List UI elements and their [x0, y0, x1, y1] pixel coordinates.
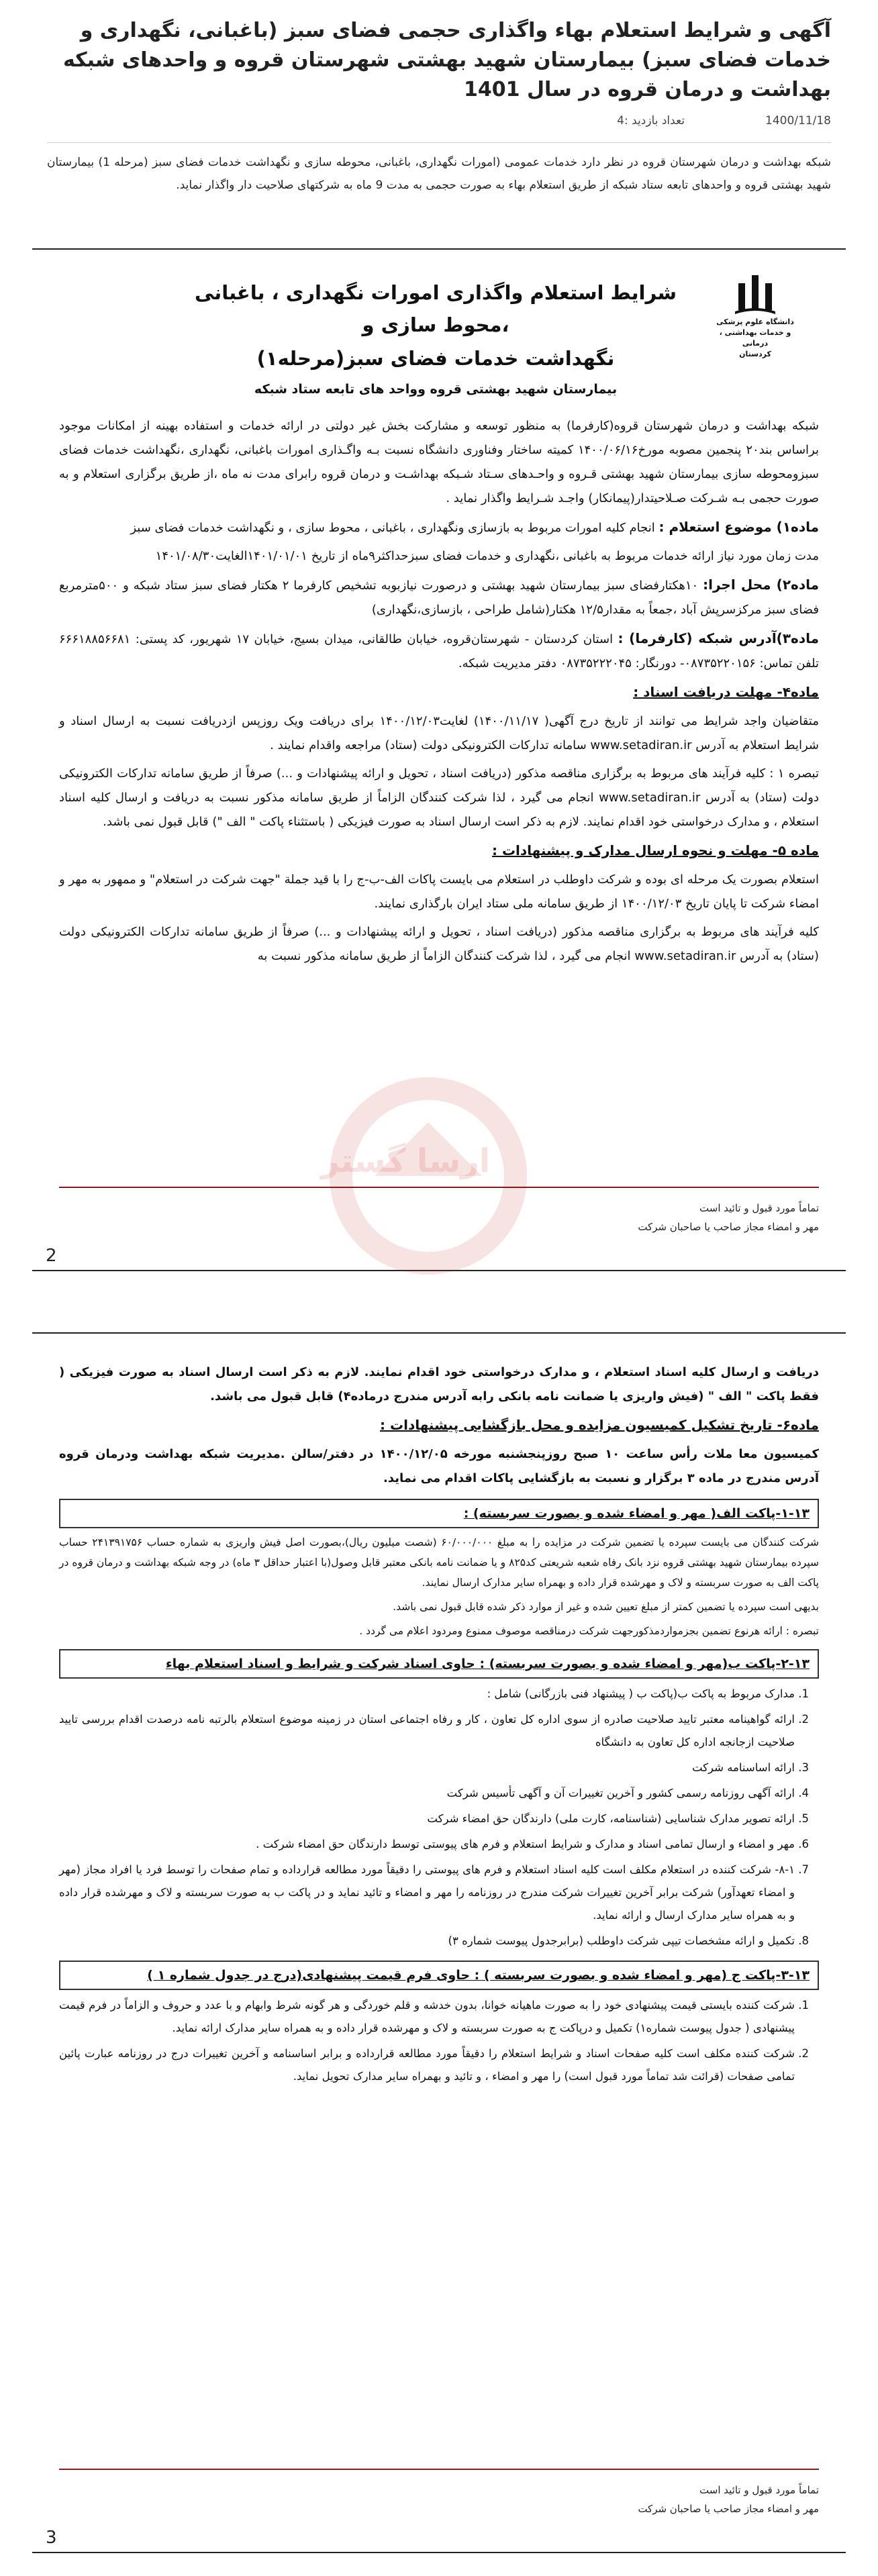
footer-approval: تماماً مورد قبول و تائید است [699, 2484, 819, 2496]
article-5-note: کلیه فرآیند های مربوط به برگزاری مناقصه مذکور (دریافت اسناد ، تحویل و ارائه پیشنهادات و ...) صرفاً از طریق سامانه تدارکات الکترونیکی دولت (ستاد) به آدرس www.setadiran.ir انجام می گیرد ، لذا شرکت کنندگان الزاماً از طریق سامانه مذکور نسبت به [59, 925, 819, 963]
article-5-label: ماده ۵- مهلت و نحوه ارسال مدارک و پیشنهادات : [491, 842, 819, 858]
envelope-c-list [59, 1994, 819, 2088]
article-1-text: انجام کلیه امورات مربوط به بازسازی ونگهداری ، باغبانی ، محوط سازی ، و نگهداشت خدمات فضای سبز [130, 521, 655, 535]
document-body [59, 414, 819, 973]
watermark-text: ارسا گستر [321, 1142, 491, 1180]
university-emblem-icon [732, 270, 779, 317]
divider [47, 142, 831, 143]
article-2 [59, 573, 819, 622]
preamble: شبکه بهداشت و درمان شهرستان قروه(کارفرما) به منظور توسعه و مشارکت بخش غیر دولتی در ارائه خدمات و استفاده بهینه از امکانات موجود براساس بند۲۰ پنجمین مصوبه مورخ۱۴۰۰/۰۶/۱۶ کمیته ساختار وفناوری دانشگاه نسبت بـه واگـذاری امورات باغبانی، نگهداری ،نگهداشت خدمات فضای سبزومحوطه سازی بیمارستان شهید بهشتی قـروه و واحـدهای سـتاد شـبکه بهداشـت و درمان قروه رابرای مدت نه ماه ،از طریق برگزاری استعلام و به صورت حجمی بـه شـرکت صـلاحیتدار(پیمانکار) واجـد شـرایط واگذار نماید . [59, 419, 820, 505]
envelope-a-text: شرکت کنندگان می بایست سپرده یا تضمین شرکت در مزایده را به مبلغ ۶۰/۰۰۰/۰۰۰ (شصت میلیون ریال)،بصورت اصل فیش واریزی به شماره حساب ۲۴۱۳۹۱۷۵۶ حساب سپرده بیمارستان شهید بهشتی قروه نزد بانک رفاه شعبه شریعتی کد۸۲۵ و یا ضمانت نامه بانکی معتبر قابل وصول(با اعتبار حداقل ۳ ماه) در وجه شبکه بهداشت و درمان قروه در پاکت الف به صورت سربسته و لاک و مهرشده قرار داده و بهمراه سایر مدارک ارسال نمایند. [59, 1536, 819, 1589]
list-item: 2. شرکت کننده مکلف است کلیه صفحات اسناد و شرایط استعلام را دقیقاً مورد مطالعه قرارداده و برابر اساسنامه و آخرین تغییرات درج در روزنامه عبارت پائین تمامی صفحات (قرائت شد تماماً مورد قبول است) را مهر و امضاء ، و تائید و بهمراه سایر مدارک تحویل نماید. [59, 2042, 795, 2088]
envelope-a-note-1: بدیهی است سپرده یا تضمین کمتر از مبلغ تعیین شده و غیر از موارد ذکر شده قابل قبول نمی باشد. [393, 1601, 819, 1613]
doc-title-line-2: نگهداشت خدمات فضای سبز(مرحله۱) [256, 347, 615, 370]
article-5-heading [59, 838, 819, 864]
article-4-heading [59, 680, 819, 705]
footer-signature: مهر و امضاء مجاز صاحب یا صاحبان شرکت [638, 1221, 819, 1233]
article-6-heading [59, 1413, 819, 1438]
article-6-label: ماده۶- تاریخ تشکیل کمیسیون مزایده و محل بازگشایی پیشنهادات : [380, 1417, 819, 1433]
envelope-c-heading: ۳-۱۳-پاکت ج (مهر و امضاء شده و بصورت سربسته ) : حاوی فرم قیمت پیشنهادی(درج در جدول شماره ۱ ) [59, 1961, 819, 1990]
article-1-duration: مدت زمان مورد نیاز ارائه خدمات مربوط به باغبانی ،نگهداری و خدمات فضای سبزحداکثر۹ماه از تاریخ ۱۴۰۱/۰۱/۰۱الغایت۱۴۰۱/۰۸/۳۰ [155, 549, 819, 563]
list-item: 5. ارائه تصویر مدارک شناسایی (شناسنامه، کارت ملی) دارندگان حق امضاء شرکت [59, 1807, 795, 1830]
envelope-b-list [59, 1683, 819, 1952]
logo-text-1: دانشگاه علوم پزشکی [716, 317, 794, 326]
document-body [59, 1360, 819, 2091]
post-date: 1400/11/18 [765, 114, 831, 128]
article-2-label: ماده۲) محل اجرا: [703, 577, 819, 593]
list-item: 1. مدارک مربوط به پاکت ب(پاکت ب ( پیشنهاد فنی بازرگانی) شامل : [59, 1683, 795, 1705]
list-item: 1. شرکت کننده بایستی قیمت پیشنهادی خود را به صورت ماهیانه خوانا، بدون خدشه و قلم خوردگی و هر گونه شرط وابهام و با عدد و حروف و الزاماً در فرم قیمت پیشنهادی ( جدول پیوست شماره۱) تکمیل و درپاکت ج به صورت سربسته و لاک و مهرشده قرار داده و به همراه سایر مدارک ارائه نماید. [59, 1994, 795, 2040]
doc-title-line-3: بیمارستان شهید بهشتی قروه وواحد های تابعه ستاد شبکه [254, 382, 618, 397]
article-1 [59, 515, 819, 540]
intro-paragraph: شبکه بهداشت و درمان شهرستان قروه در نظر دارد خدمات عمومی (امورات نگهداری، باغبانی، محوطه سازی و نگهداشت خدمات فضای سبز (مرحله 1) بیمارستان شهید بهشتی قروه و واحدهای تابعه ستاد شبکه از طریق استعلام بهاء به صورت حجمی به مدت 9 ماه به شرکتهای صلاحیت دار واگذار نماید. [47, 156, 831, 192]
list-item: 7. ۸-۱- شرکت کننده در استعلام مکلف است کلیه اسناد استعلام و فرم های پیوستی را دقیقاً مورد مطالعه قرارداده و تمام صفحات را توسط فرد یا افراد مجاز (مهر و امضاء تعهدآور) شرکت برابر آخرین تغییرات شرکت مندرج در روزنامه را مهر و امضاء و تائید نماید و در پاکت ب به صورت سربسته و لاک و مهرشده قرار داده و به همراه سایر مدارک ارسال و ارائه نماید. [59, 1859, 795, 1927]
doc-title-line-1: شرایط استعلام واگذاری امورات نگهداری ، باغبانی ،محوط سازی و [194, 281, 677, 336]
logo-text-2: و خدمات بهداشتی ، درمانی [719, 328, 791, 348]
list-item: 8. تکمیل و ارائه مشخصات تیپی شرکت داوطلب (برابرجدول پیوست شماره ۳) [59, 1930, 795, 1952]
article-4-label: ماده۴- مهلت دریافت اسناد : [633, 684, 819, 700]
page-footer [59, 1187, 819, 1236]
article-4-text: متقاضیان واجد شرایط می توانند از تاریخ درج آگهی( ۱۴۰۰/۱۱/۱۷) لغایت۱۴۰۰/۱۲/۰۳ برای دریافت ویک روزپس ازدریافت نسبت به ارسال اسناد و شرایط استعلام به آدرس www.setadiran.ir سامانه تدارکات الکترونیکی دولت (ستاد) مراجعه واقدام نمایند . [59, 714, 819, 752]
post-meta [47, 114, 831, 128]
article-5-text: استعلام بصورت یک مرحله ای بوده و شرکت داوطلب در استعلام می بایست پاکات الف-ب-ج را با قید جملة "جهت شرکت در استعلام" و ممهور به مهر و امضاء شرکت تا پایان تاریخ ۱۴۰۰/۱۲/۰۳ از طریق سامانه ملی ستاد ایران بارگذاری نمایند. [59, 873, 819, 911]
footer-signature: مهر و امضاء مجاز صاحب یا صاحبان شرکت [638, 2503, 819, 2515]
list-item: 4. ارائه آگهی روزنامه رسمی کشور و آخرین تغییرات آن و آگهی تأسیس شرکت [59, 1782, 795, 1805]
footer-approval: تماماً مورد قبول و تائید است [699, 1202, 819, 1214]
list-item: 6. مهر و امضاء و ارسال تمامی اسناد و مدارک و شرایط استعلام و فرم های پیوستی توسط دارندگان حق امضاء شرکت . [59, 1833, 795, 1856]
page-number: 2 [46, 1246, 57, 1266]
document-page-2 [32, 248, 846, 1271]
article-2-text: ۱۰هکتارفضای سبز بیمارستان شهید بهشتی و درصورت نیازبوبه تشخیص کارفرما ۲ هکتار فضای سبز ستاد شبکه و ۵۰۰مترمربع فضای سبز مرکزسرپش آباد ،جمعاً به مقدار۱۲/۵ هکتار(شامل طراحی ، بازسازی،نگهداری) [59, 579, 819, 617]
list-item: 2. ارائه گواهینامه معتبر تایید صلاحیت صادره از سوی اداره کل تعاون ، کار و رفاه اجتماعی استان در زمینه موضوع استعلام بالرتبه نامه درصدت اقدام بررسی تایید صلاحیت ازجانجه اداره کل تعاون به دانشگاه [59, 1708, 795, 1754]
article-1-label: ماده۱) موضوع استعلام : [658, 519, 819, 535]
logo-text-3: کردستان [739, 350, 771, 358]
document-page-3 [32, 1332, 846, 2553]
list-item: 3. ارائه اساسنامه شرکت [59, 1756, 795, 1779]
envelope-a-heading: ۱-۱۳-پاکت الف( مهر و امضاء شده و بصورت سربسته) : [59, 1499, 819, 1528]
envelope-a-note-2: تبصره : ارائه هرنوع تضمین بجزمواردمذکورجهت شرکت درمناقصه موصوف ممنوع ومردود اعلام می گردد . [359, 1625, 819, 1637]
article-4-note: تبصره ۱ : کلیه فرآیند های مربوط به برگزاری مناقصه مذکور (دریافت اسناد ، تحویل و ارائه پیشنهادات و ...) صرفاً از طریق سامانه تدارکات الکترونیکی دولت (ستاد) به آدرس www.setadiran.ir انجام می گیرد ، لذا شرکت کنندگان الزاماً از طریق سامانه مذکور نسبت به دریافت و ارسال کلیه اسناد استعلام ، و مدارک درخواستی خود اقدام نمایند. لازم به ذکر است ارسال اسناد به صورت فیزیکی ( باستثناء پاکت " الف ") قابل قبول نمی باشد. [59, 766, 819, 829]
university-logo [712, 270, 799, 360]
page-header [0, 0, 878, 134]
document-title [173, 277, 698, 403]
envelope-b-heading: ۲-۱۳-پاکت ب(مهر و امضاء شده و بصورت سربسته) : حاوی اسناد شرکت و شرایط و اسناد استعلام بهاء [59, 1649, 819, 1679]
page-title: آگهی و شرایط استعلام بهاء واگذاری حجمی فضای سبز (باغبانی، نگهداری و خدمات فضای سبز) بیمارستان شهید بهشتی شهرستان قروه و واحدهای شبکه بهداشت و درمان قروه در سال 1401 [62, 19, 831, 101]
article-6-text: کمیسیون معا ملات رأس ساعت ۱۰ صبح روزپنجشنبه مورخه ۱۴۰۰/۱۲/۰۵ در دفتر/سالن .مدیریت شبکه بهداشت ودرمان قروه آدرس مندرج در ماده ۳ برگزار و نسبت به بازگشایی پاکات اقدام می نماید. [59, 1447, 819, 1485]
article-3-text: استان کردستان - شهرستان‌قروه، خیابان طالقانی، میدان بسیج، خیابان ۱۷ شهریور، کد پستی: ۶۶۶۱۸۸۵۶۶۸۱ تلفن تماس: ۰۸۷۳۵۲۲۰۱۵۶- دورنگار: ۰۸۷۳۵۲۲۲۰۴۵ دفتر مدیریت شبکه. [59, 632, 819, 671]
page-footer [59, 2469, 819, 2518]
visit-count: تعداد بازدید :4 [617, 114, 685, 128]
article-3-label: ماده۳)آدرس شبکه (کارفرما) : [618, 630, 820, 646]
continued-text: دریافت و ارسال کلیه اسناد استعلام ، و مدارک درخواستی خود اقدام نمایند. لازم به ذکر است ارسال اسناد به صورت فیزیکی ( فقط پاکت " الف " (فیش واریزی یا ضمانت نامه بانکی رابه آدرس مندرج درماده۴) قابل قبول می باشد. [59, 1365, 819, 1403]
article-3 [59, 626, 819, 676]
page-number: 3 [46, 2528, 57, 2548]
